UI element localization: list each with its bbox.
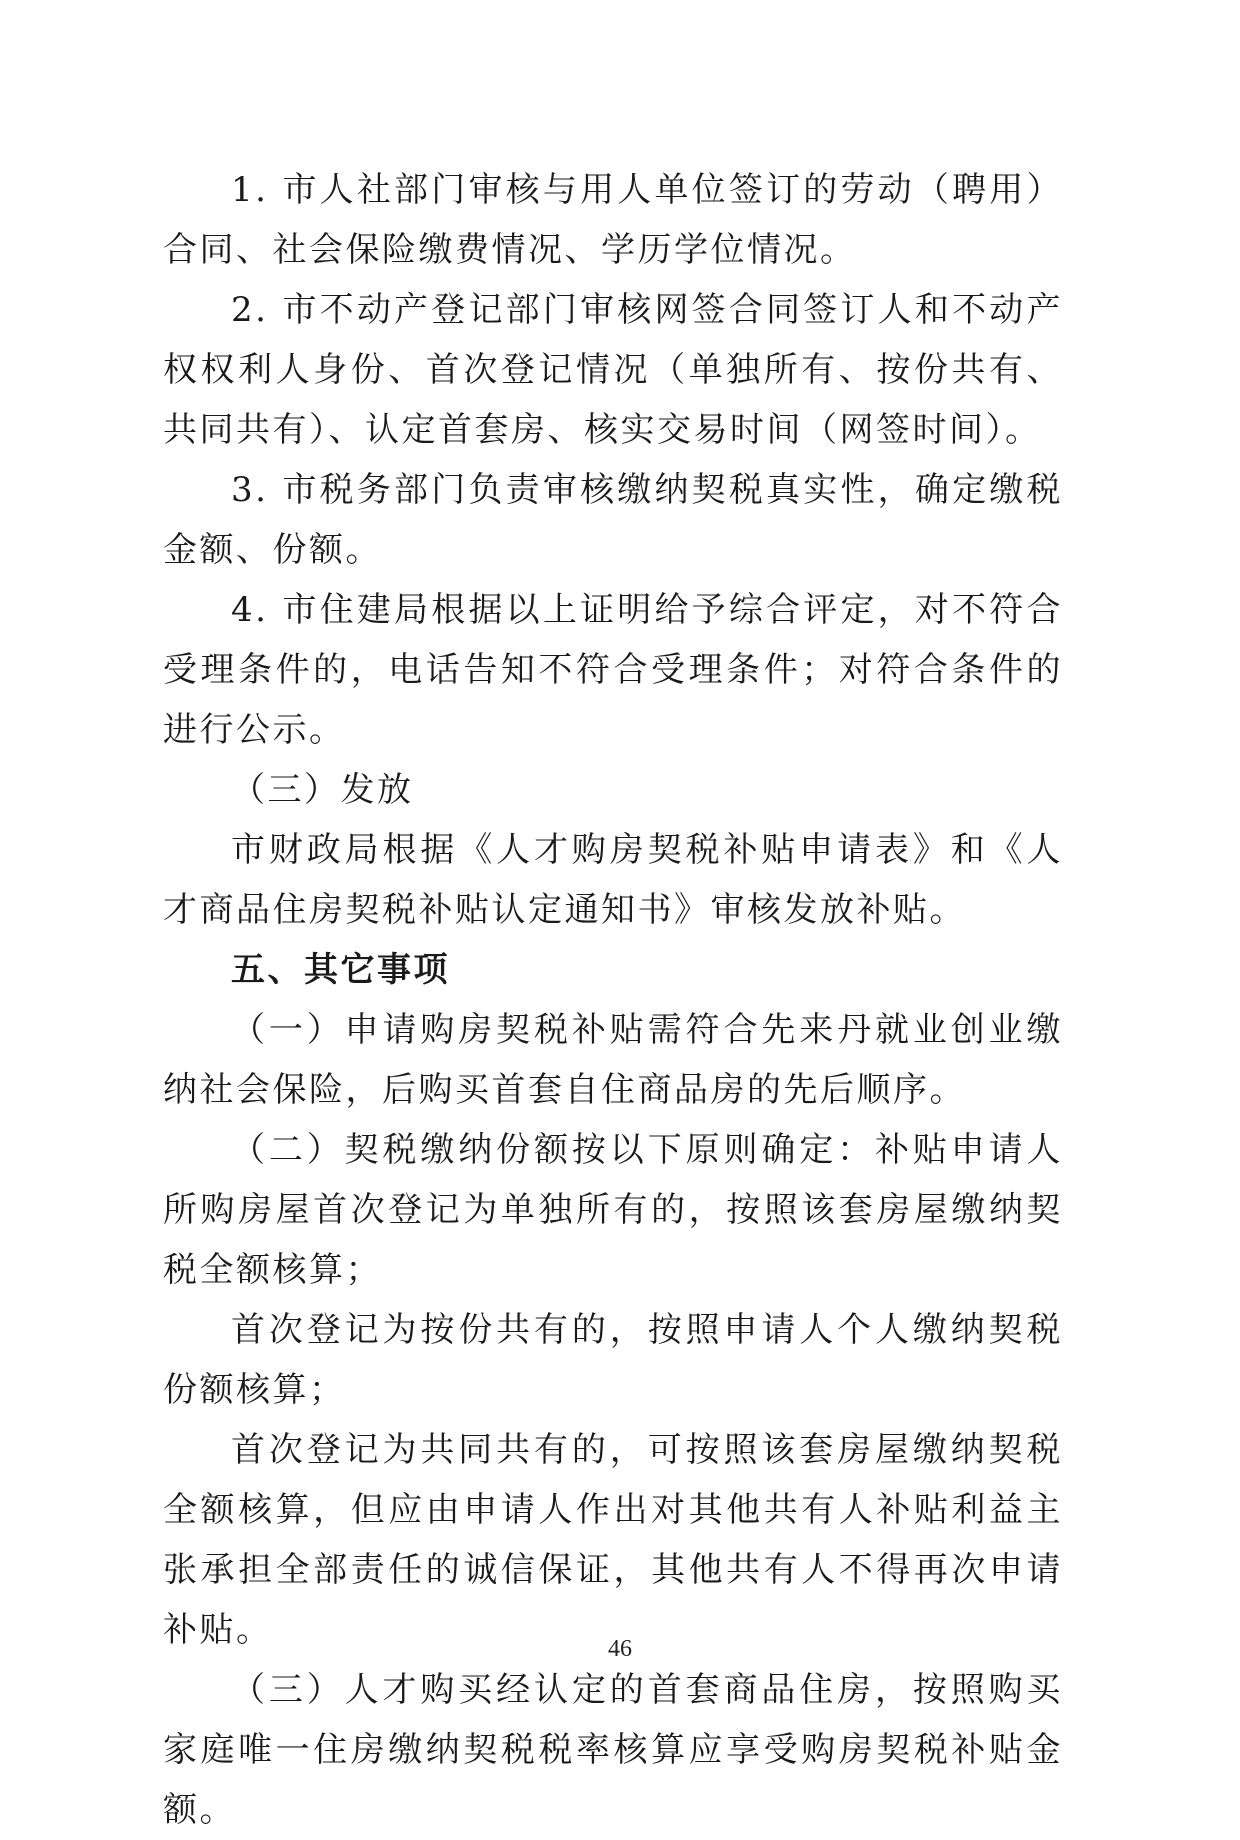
section-subheading-distribution: （三）发放 bbox=[231, 770, 414, 810]
paragraph-item-1: 1. 市人社部门审核与用人单位签订的劳动（聘用）合同、社会保险缴费情况、学历学位情况。 bbox=[163, 170, 1063, 270]
paragraph-other-1: （一）申请购房契税补贴需符合先来丹就业创业缴纳社会保险，后购买首套自住商品房的先后顺序。 bbox=[163, 1010, 1063, 1110]
paragraph-distribution: 市财政局根据《人才购房契税补贴申请表》和《人才商品住房契税补贴认定通知书》审核发放补贴。 bbox=[163, 830, 1063, 930]
section-heading-other-matters: 五、其它事项 bbox=[231, 950, 450, 990]
page-number: 46 bbox=[608, 1636, 632, 1662]
document-body bbox=[163, 160, 1063, 1840]
paragraph-other-2-joint: 首次登记为共同共有的，可按照该套房屋缴纳契税全额核算，但应由申请人作出对其他共有人补贴利益主张承担全部责任的诚信保证，其他共有人不得再次申请补贴。 bbox=[163, 1430, 1063, 1650]
paragraph-other-3: （三）人才购买经认定的首套商品住房，按照购买家庭唯一住房缴纳契税税率核算应享受购房契税补贴金额。 bbox=[163, 1670, 1063, 1830]
paragraph-other-2: （二）契税缴纳份额按以下原则确定：补贴申请人所购房屋首次登记为单独所有的，按照该套房屋缴纳契税全额核算； bbox=[163, 1130, 1063, 1290]
paragraph-item-3: 3. 市税务部门负责审核缴纳契税真实性，确定缴税金额、份额。 bbox=[163, 470, 1063, 570]
paragraph-item-4: 4. 市住建局根据以上证明给予综合评定，对不符合受理条件的，电话告知不符合受理条件；对符合条件的进行公示。 bbox=[163, 590, 1063, 750]
paragraph-other-2-shares: 首次登记为按份共有的，按照申请人个人缴纳契税份额核算； bbox=[163, 1310, 1063, 1410]
paragraph-item-2: 2. 市不动产登记部门审核网签合同签订人和不动产权权利人身份、首次登记情况（单独所有、按份共有、共同共有）、认定首套房、核实交易时间（网签时间）。 bbox=[163, 290, 1063, 450]
